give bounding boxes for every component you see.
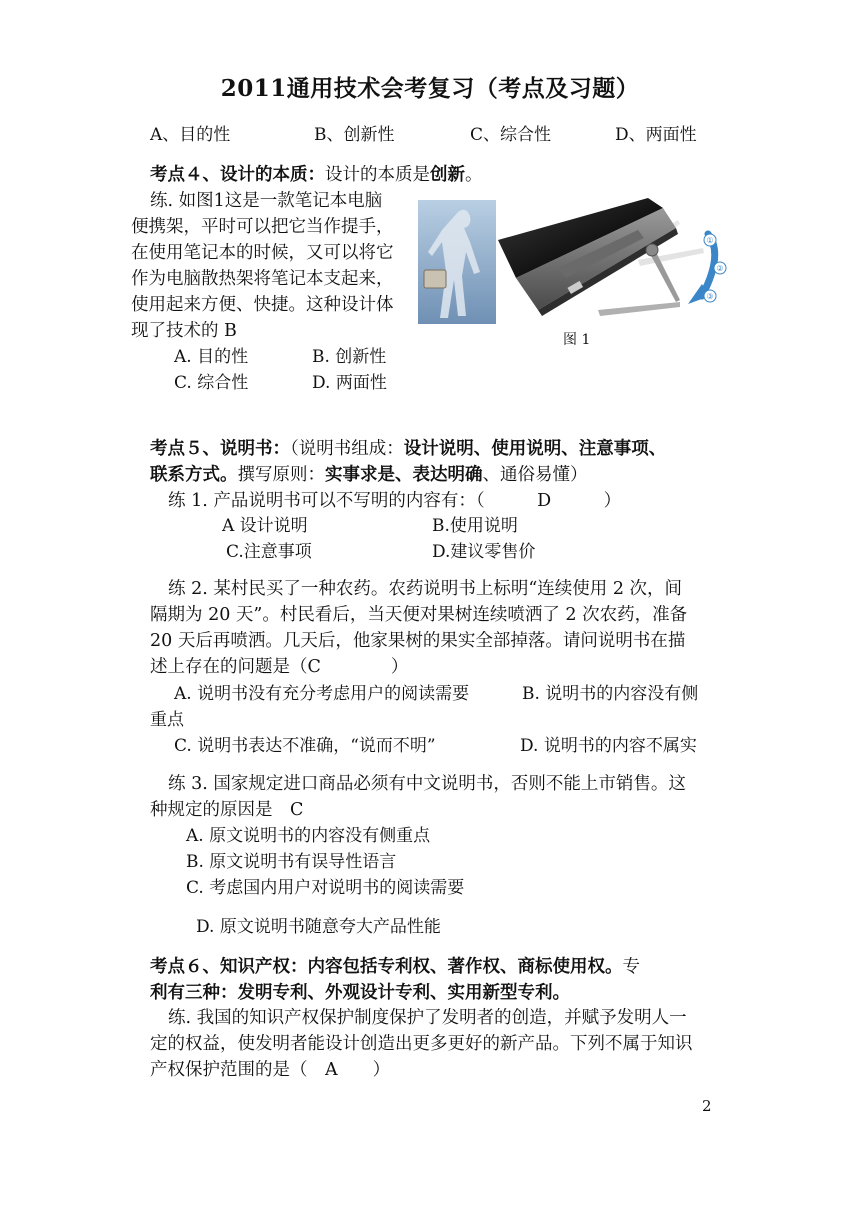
kp4-line: 考点４、设计的本质：设计的本质是创新。 bbox=[150, 165, 483, 185]
ex4-line-5: 使用起来方便、快捷。这种设计体 bbox=[131, 295, 394, 315]
kp4-emphasis: 创新 bbox=[430, 165, 465, 185]
kp4-heading: 考点４、设计的本质： bbox=[150, 165, 325, 185]
ex5-2-line-3: 20 天后再喷洒。几天后，他家果树的果实全部掉落。请问说明书在描 bbox=[150, 631, 686, 651]
step-mark-2: ② bbox=[716, 264, 724, 273]
top-option-d: D、两面性 bbox=[615, 125, 697, 145]
page-title: 2011通用技术会考复习（考点及习题） bbox=[220, 75, 640, 102]
ex5-2-option-b-cont: 重点 bbox=[150, 710, 184, 730]
ex5-2-option-d: D. 说明书的内容不属实 bbox=[520, 736, 697, 756]
kp6-line-2: 利有三种：发明专利、外观设计专利、实用新型专利。 bbox=[150, 983, 570, 1003]
ex6-line-3: 产权保护范围的是（ A ） bbox=[150, 1060, 391, 1080]
ex5-2-line-1: 练 2. 某村民买了一种农药。农药说明书上标明“连续使用 2 次，间 bbox=[168, 579, 683, 599]
kp5-line-1: 考点５、说明书：（说明书组成：设计说明、使用说明、注意事项、 bbox=[150, 439, 667, 459]
laptop-stand-figure bbox=[418, 190, 736, 326]
ex4-option-d: D. 两面性 bbox=[312, 373, 387, 393]
ex4-line-3: 在使用笔记本的时候，又可以将它 bbox=[131, 243, 394, 263]
ex5-3-line-1: 练 3. 国家规定进口商品必须有中文说明书，否则不能上市销售。这 bbox=[168, 774, 686, 794]
kp4-text: 设计的本质是 bbox=[325, 165, 430, 185]
ex6-line-1: 练. 我国的知识产权保护制度保护了发明者的创造，并赋予发明人一 bbox=[168, 1008, 687, 1028]
ex5-2-option-c: C. 说明书表达不准确，“说而不明” bbox=[174, 736, 436, 756]
ex5-3-option-a: A. 原文说明书的内容没有侧重点 bbox=[186, 826, 431, 846]
page-number: 2 bbox=[702, 1097, 712, 1115]
ex4-option-c: C. 综合性 bbox=[174, 373, 249, 393]
ex4-option-b: B. 创新性 bbox=[312, 347, 387, 367]
ex4-line-4: 作为电脑散热架将笔记本支起来， bbox=[131, 269, 394, 289]
ex5-1-option-c: C.注意事项 bbox=[226, 542, 312, 562]
top-option-a: A、目的性 bbox=[150, 125, 231, 145]
ex5-1-option-d: D.建议零售价 bbox=[432, 542, 536, 562]
ex5-3-line-2: 种规定的原因是 C bbox=[150, 800, 304, 820]
ex5-1-option-a: A 设计说明 bbox=[222, 516, 308, 536]
ex5-1-option-b: B.使用说明 bbox=[432, 516, 518, 536]
kp6-line-1: 考点６、知识产权：内容包括专利权、著作权、商标使用权。专 bbox=[150, 957, 640, 977]
ex5-3-option-b: B. 原文说明书有误导性语言 bbox=[186, 852, 397, 872]
step-mark-1: ① bbox=[706, 236, 714, 245]
ex4-line-2: 便携架，平时可以把它当作提手， bbox=[131, 217, 394, 237]
ex6-line-2: 定的权益，使发明者能设计创造出更多更好的新产品。下列不属于知识 bbox=[150, 1034, 693, 1054]
ex5-2-option-a: A. 说明书没有充分考虑用户的阅读需要 bbox=[174, 684, 470, 704]
ex5-2-option-b: B. 说明书的内容没有侧 bbox=[522, 684, 699, 704]
ex4-line-6: 现了技术的 B bbox=[131, 321, 237, 341]
figure-caption: 图 1 bbox=[563, 332, 591, 348]
ex5-1-question: 练 1. 产品说明书可以不写明的内容有：（ D ） bbox=[168, 491, 622, 511]
ex4-option-a: A. 目的性 bbox=[174, 347, 249, 367]
top-option-c: C、综合性 bbox=[470, 125, 552, 145]
ex4-line-1: 练. 如图1这是一款笔记本电脑 bbox=[150, 191, 383, 211]
ex5-2-line-4: 述上存在的问题是（C ） bbox=[150, 657, 409, 677]
ex5-3-option-d: D. 原文说明书随意夸大产品性能 bbox=[196, 917, 441, 937]
ex5-3-option-c: C. 考虑国内用户对说明书的阅读需要 bbox=[186, 878, 465, 898]
ex5-2-line-2: 隔期为 20 天”。村民看后，当天便对果树连续喷洒了 2 次农药，准备 bbox=[150, 605, 688, 625]
kp5-line-2: 联系方式。撰写原则：实事求是、表达明确、通俗易懂） bbox=[150, 465, 588, 485]
step-mark-3: ③ bbox=[706, 292, 714, 301]
top-option-b: B、创新性 bbox=[314, 125, 395, 145]
